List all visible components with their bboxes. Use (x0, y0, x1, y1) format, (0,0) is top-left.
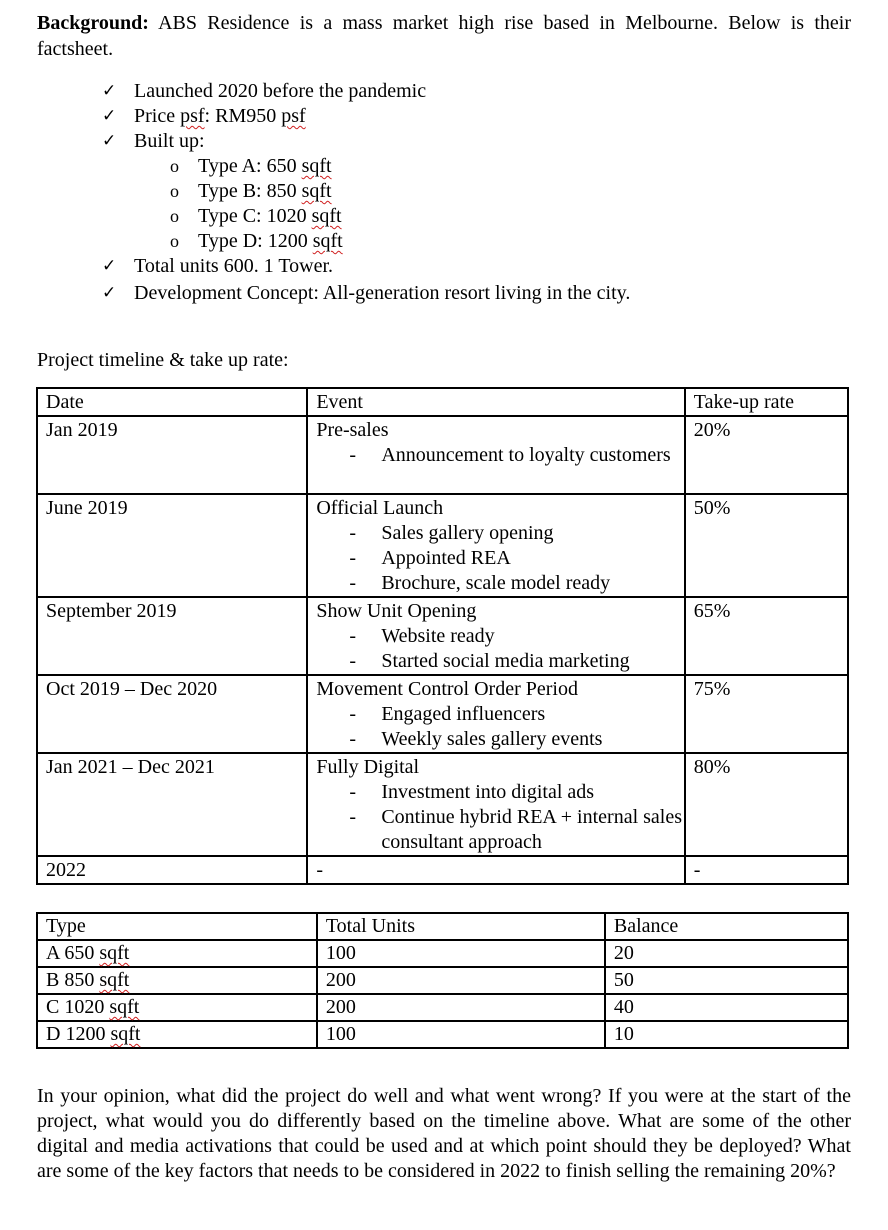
cell-take-up-rate: 65% (685, 597, 848, 675)
dash-bullet: - (349, 444, 356, 466)
table-row (37, 753, 848, 856)
event-sub-item (316, 443, 683, 468)
dash-bullet: - (349, 703, 356, 725)
factsheet-item-text: Built up: (134, 130, 205, 152)
spell-flagged-word: sqft (110, 1023, 141, 1045)
event-title: Pre-sales (316, 419, 389, 441)
factsheet-item (100, 254, 800, 279)
event-sub-item (316, 727, 683, 752)
cell-date: September 2019 (37, 597, 307, 675)
cell-type (37, 940, 317, 967)
event-sub-text: Announcement to loyalty customers (381, 444, 671, 466)
spell-flagged-word: sqft (312, 230, 343, 252)
dash-bullet: - (349, 572, 356, 594)
event-sub-text: Started social media marketing (381, 650, 630, 672)
cell-event (307, 675, 684, 753)
circle-bullet-icon: o (170, 206, 179, 226)
table-header-row (37, 913, 848, 940)
event-title: Show Unit Opening (316, 600, 477, 622)
cell-date: 2022 (37, 856, 307, 884)
built-up-list (100, 154, 800, 254)
table-row (37, 597, 848, 675)
event-sub-text: Engaged influencers (381, 703, 546, 725)
cell-type (37, 967, 317, 994)
cell-total-units: 200 (317, 994, 605, 1021)
background-text: ABS Residence is a mass market high rise based in Melbourne. Below is their factsheet. (37, 12, 851, 60)
header-date: Date (37, 388, 307, 416)
table-row (37, 1021, 848, 1048)
cell-balance: 40 (605, 994, 848, 1021)
checkmark-icon: ✓ (102, 283, 117, 303)
spell-flagged-word: sqft (311, 205, 342, 227)
checkmark-icon: ✓ (102, 106, 117, 126)
cell-take-up-rate: 75% (685, 675, 848, 753)
factsheet-item-text: Development Concept: All-generation resort living in the city. (134, 282, 631, 304)
table-row (37, 416, 848, 494)
event-sub-item (316, 702, 683, 727)
cell-take-up-rate: 50% (685, 494, 848, 597)
event-title: Fully Digital (316, 756, 420, 778)
cell-take-up-rate: 20% (685, 416, 848, 494)
dash-bullet: - (349, 547, 356, 569)
factsheet-item (100, 104, 800, 129)
spell-flagged-word: sqft (99, 942, 130, 964)
cell-total-units: 200 (317, 967, 605, 994)
dash-bullet: - (349, 781, 356, 803)
factsheet-item (100, 281, 800, 306)
header-take-up-rate: Take-up rate (685, 388, 848, 416)
event-sub-item (316, 521, 683, 546)
spell-flagged-word: psf (180, 105, 205, 127)
cell-event (307, 494, 684, 597)
event-sub-item (316, 546, 683, 571)
cell-date: June 2019 (37, 494, 307, 597)
factsheet-item (100, 129, 800, 154)
built-up-item (100, 154, 800, 179)
table-header-row (37, 388, 848, 416)
cell-take-up-rate: 80% (685, 753, 848, 856)
header-total-units: Total Units (317, 913, 605, 940)
spell-flagged-word: sqft (109, 996, 140, 1018)
dash-bullet: - (349, 650, 356, 672)
cell-balance: 20 (605, 940, 848, 967)
circle-bullet-icon: o (170, 156, 179, 176)
factsheet-item-text: Total units 600. 1 Tower. (134, 255, 334, 277)
cell-date: Oct 2019 – Dec 2020 (37, 675, 307, 753)
cell-date: Jan 2021 – Dec 2021 (37, 753, 307, 856)
cell-type (37, 994, 317, 1021)
type-label: A 650 (46, 942, 100, 964)
spell-flagged-word: psf (281, 105, 306, 127)
cell-type (37, 1021, 317, 1048)
header-event: Event (307, 388, 684, 416)
event-sub-item (316, 649, 683, 674)
table-row (37, 940, 848, 967)
dash-bullet: - (349, 625, 356, 647)
spell-flagged-word: sqft (301, 180, 332, 202)
built-up-label: Type B: 850 (198, 180, 302, 202)
background-label: Background: (37, 12, 149, 34)
factsheet-item-text: Launched 2020 before the pandemic (134, 80, 427, 102)
type-label: C 1020 (46, 996, 110, 1018)
built-up-item (100, 229, 800, 254)
table-row (37, 494, 848, 597)
factsheet-item (100, 79, 800, 104)
cell-event: - (307, 856, 684, 884)
dash-bullet: - (349, 728, 356, 750)
event-sub-text: Brochure, scale model ready (381, 572, 611, 594)
event-sub-text: Continue hybrid REA + internal sales consultant approach (381, 806, 683, 853)
header-type: Type (37, 913, 317, 940)
header-balance: Balance (605, 913, 848, 940)
event-sub-item (316, 805, 683, 855)
built-up-label: Type A: 650 (198, 155, 302, 177)
event-title: Movement Control Order Period (316, 678, 578, 700)
cell-event (307, 753, 684, 856)
checkmark-icon: ✓ (102, 256, 117, 276)
table-row (37, 994, 848, 1021)
built-up-label: Type C: 1020 (198, 205, 312, 227)
cell-balance: 50 (605, 967, 848, 994)
event-title: Official Launch (316, 497, 444, 519)
dash-bullet: - (349, 522, 356, 544)
background-paragraph (37, 10, 851, 62)
checkmark-icon: ✓ (102, 81, 117, 101)
cell-date: Jan 2019 (37, 416, 307, 494)
event-sub-text: Website ready (381, 625, 495, 647)
cell-event (307, 597, 684, 675)
cell-event (307, 416, 684, 494)
event-sub-text: Weekly sales gallery events (381, 728, 603, 750)
event-sub-text: Appointed REA (381, 547, 511, 569)
spell-flagged-word: sqft (99, 969, 130, 991)
type-label: D 1200 (46, 1023, 111, 1045)
event-sub-item (316, 571, 683, 596)
cell-total-units: 100 (317, 940, 605, 967)
dash-bullet: - (349, 806, 356, 828)
units-table (36, 912, 849, 1049)
checkmark-icon: ✓ (102, 131, 117, 151)
table-row (37, 675, 848, 753)
factsheet-list (100, 79, 800, 306)
built-up-label: Type D: 1200 (198, 230, 313, 252)
built-up-item (100, 179, 800, 204)
table-row (37, 967, 848, 994)
event-sub-item (316, 624, 683, 649)
event-sub-item (316, 780, 683, 805)
event-sub-text: Investment into digital ads (381, 781, 595, 803)
cell-balance: 10 (605, 1021, 848, 1048)
circle-bullet-icon: o (170, 181, 179, 201)
table-row (37, 856, 848, 884)
spell-flagged-word: sqft (301, 155, 332, 177)
question-paragraph: In your opinion, what did the project do well and what went wrong? If you were at the start of the project, what would you do differently based on the timeline above. What are some of the other digital and media activations that could be used and at which point should they be deployed? What are some of the key factors that needs to be considered in 2022 to finish selling the remaining 20%? (37, 1085, 851, 1182)
type-label: B 850 (46, 969, 100, 991)
timeline-table (36, 387, 849, 885)
factsheet-item-text: Price (134, 105, 181, 127)
timeline-heading: Project timeline & take up rate: (37, 349, 289, 371)
built-up-item (100, 204, 800, 229)
cell-take-up-rate: - (685, 856, 848, 884)
cell-total-units: 100 (317, 1021, 605, 1048)
event-sub-text: Sales gallery opening (381, 522, 554, 544)
factsheet-item-text: : RM950 (204, 105, 282, 127)
circle-bullet-icon: o (170, 231, 179, 251)
